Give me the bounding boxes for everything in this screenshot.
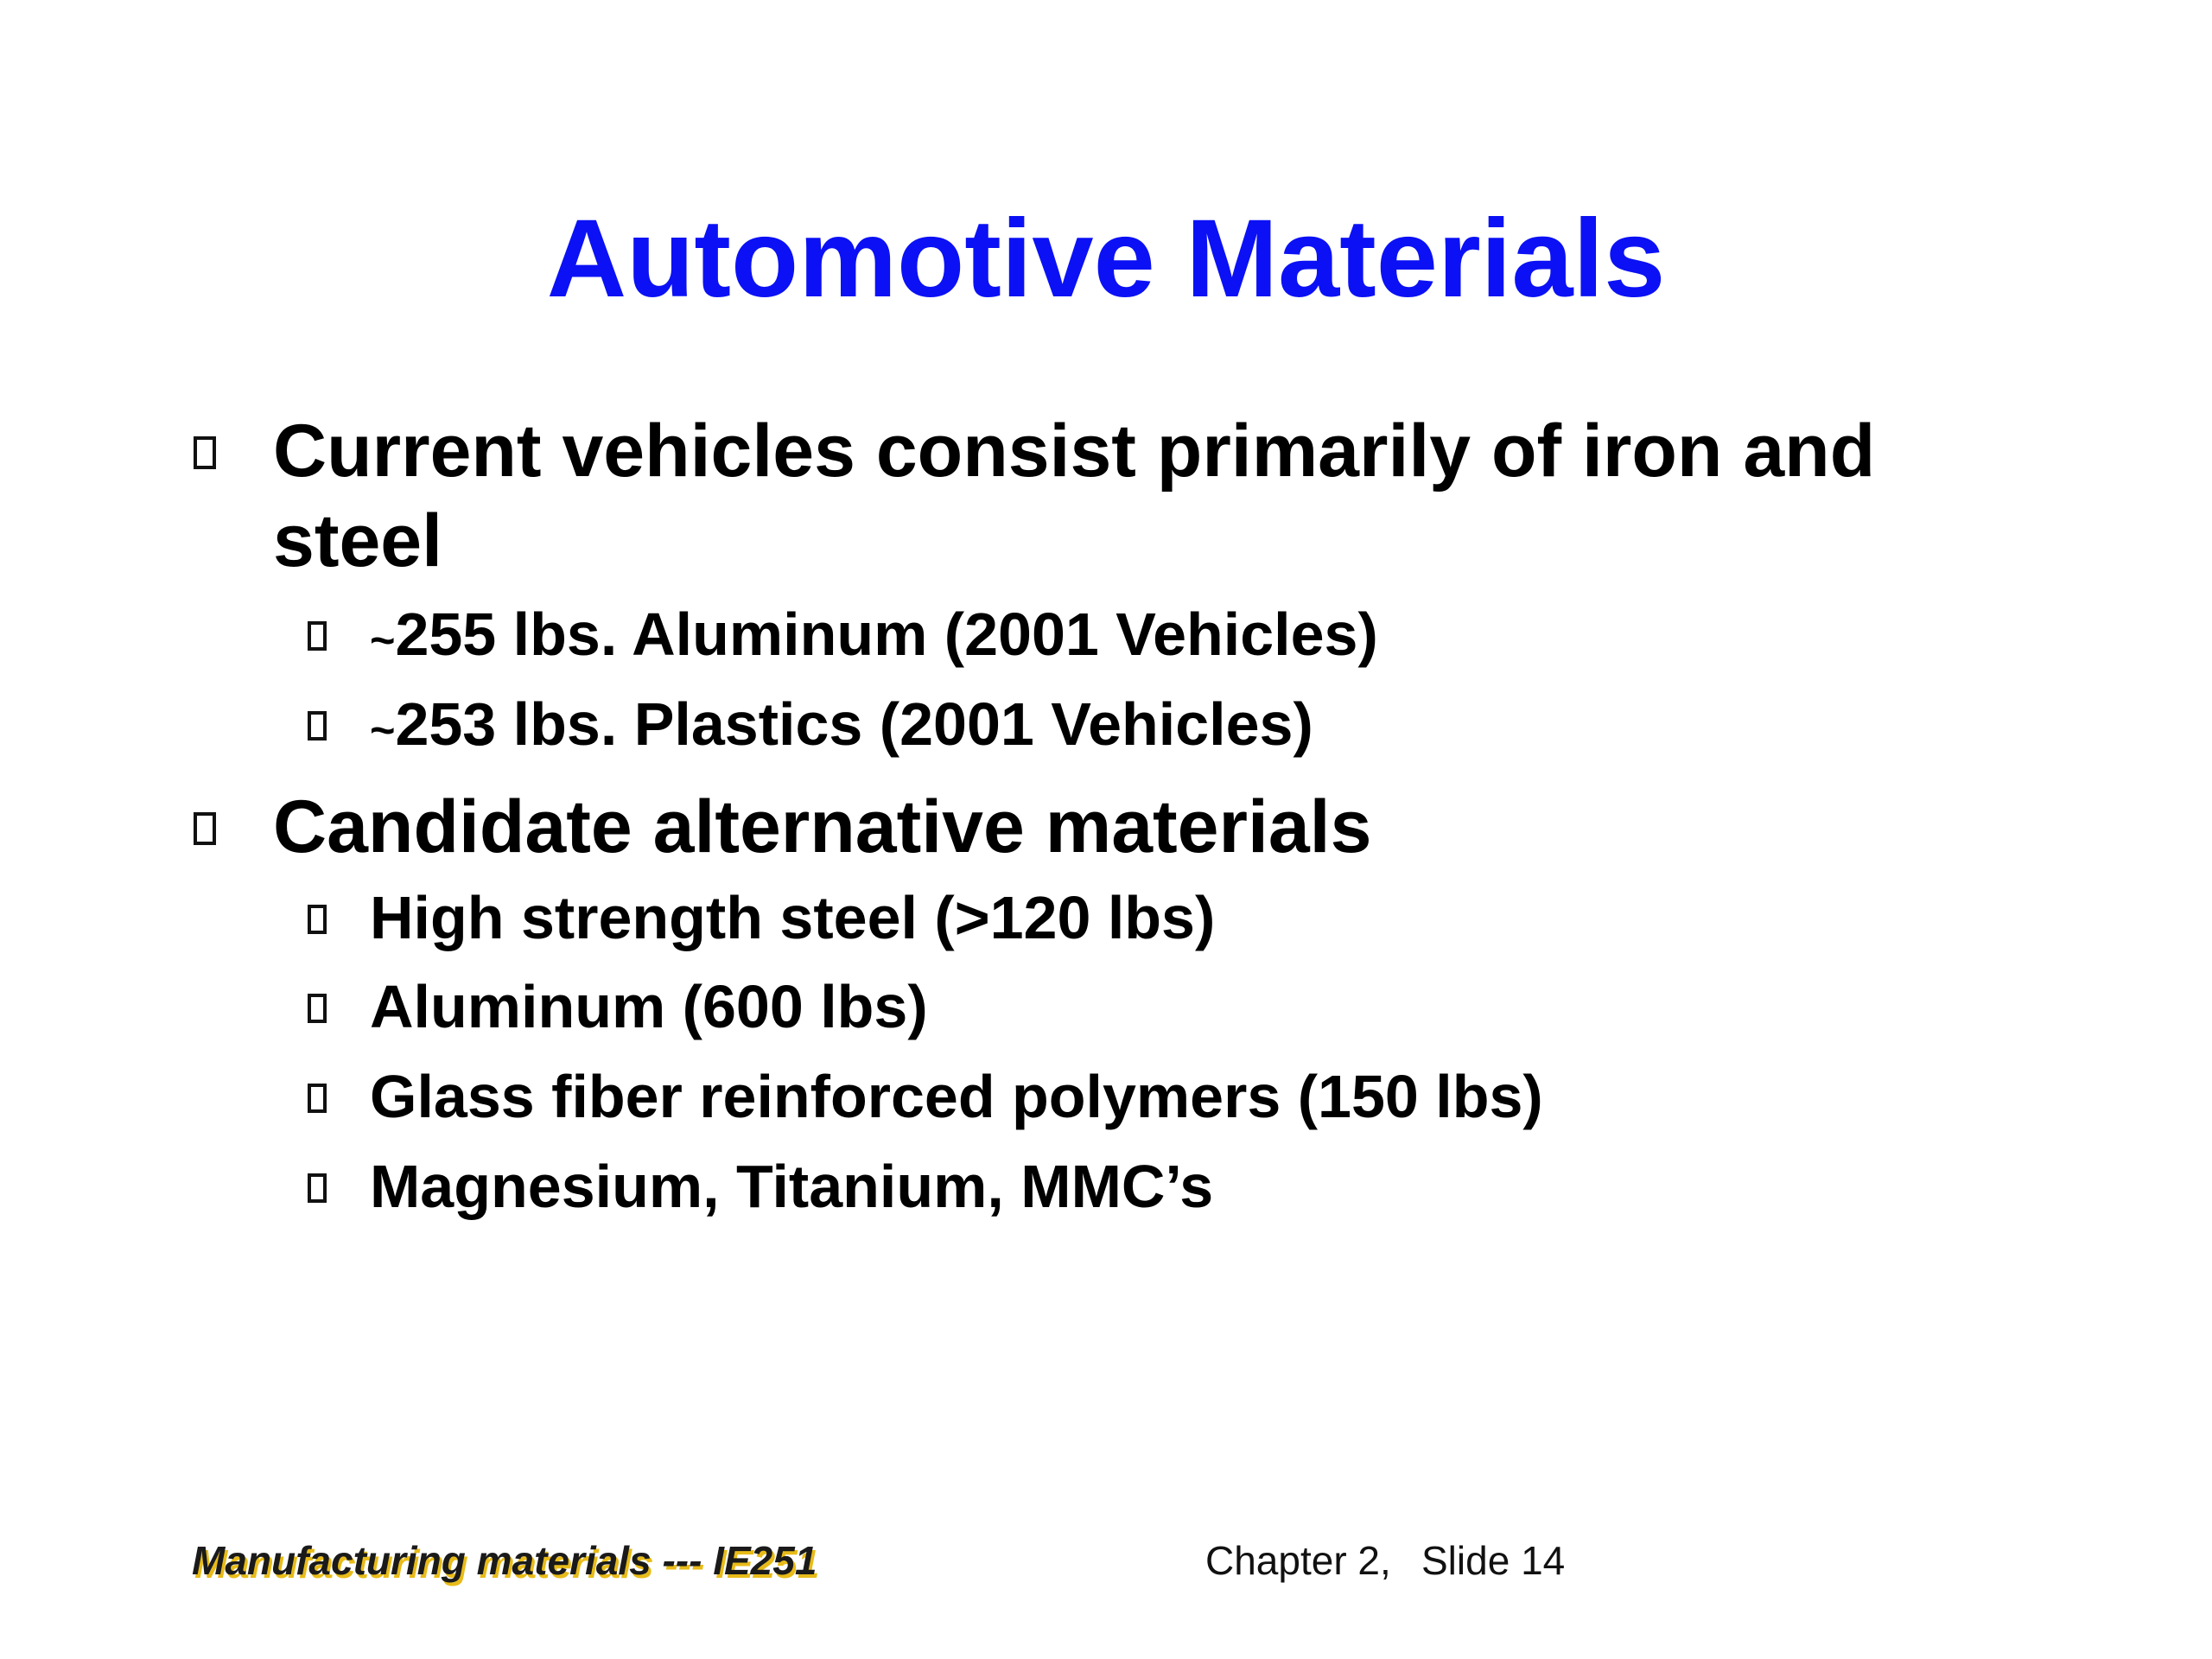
hollow-square-bullet-icon xyxy=(308,1084,327,1113)
footer-slide-number: Slide 14 xyxy=(1421,1538,1566,1583)
bullet-current-vehicles: Current vehicles consist primarily of iron and steel xyxy=(273,410,1876,582)
sub-bullet-plastics-2001 xyxy=(370,690,1925,765)
sub-bullet-text: 255 lbs. Aluminum (2001 Vehicles) xyxy=(395,601,1378,668)
hollow-square-bullet-icon xyxy=(308,621,327,651)
bullet-candidate-materials: Candidate alternative materials xyxy=(273,785,1372,868)
hollow-square-bullet-icon xyxy=(194,436,216,469)
hollow-square-bullet-icon xyxy=(308,905,327,934)
approx-prefix: ~ xyxy=(370,705,396,754)
approx-prefix: ~ xyxy=(370,615,396,664)
footer-course: Manufacturing materials --- IE251 xyxy=(192,1538,817,1583)
sub-bullet-magnesium-titanium: Magnesium, Titanium, MMC’s xyxy=(370,1153,1214,1220)
sub-bullet-aluminum: Aluminum (600 lbs) xyxy=(370,973,928,1040)
sub-bullet-glass-fiber: Glass fiber reinforced polymers (150 lbs) xyxy=(370,1063,1543,1130)
slide-title: Automotive Materials xyxy=(546,197,1666,321)
sub-bullet-text: 253 lbs. Plastics (2001 Vehicles) xyxy=(395,690,1313,758)
hollow-square-bullet-icon xyxy=(308,994,327,1023)
sub-bullet-high-strength-steel: High strength steel (>120 lbs) xyxy=(370,884,1216,951)
hollow-square-bullet-icon xyxy=(308,1173,327,1203)
sub-bullet-aluminum-2001 xyxy=(370,600,1925,675)
footer-chapter: Chapter 2, xyxy=(1205,1538,1391,1583)
hollow-square-bullet-icon xyxy=(308,711,327,741)
hollow-square-bullet-icon xyxy=(194,812,216,845)
